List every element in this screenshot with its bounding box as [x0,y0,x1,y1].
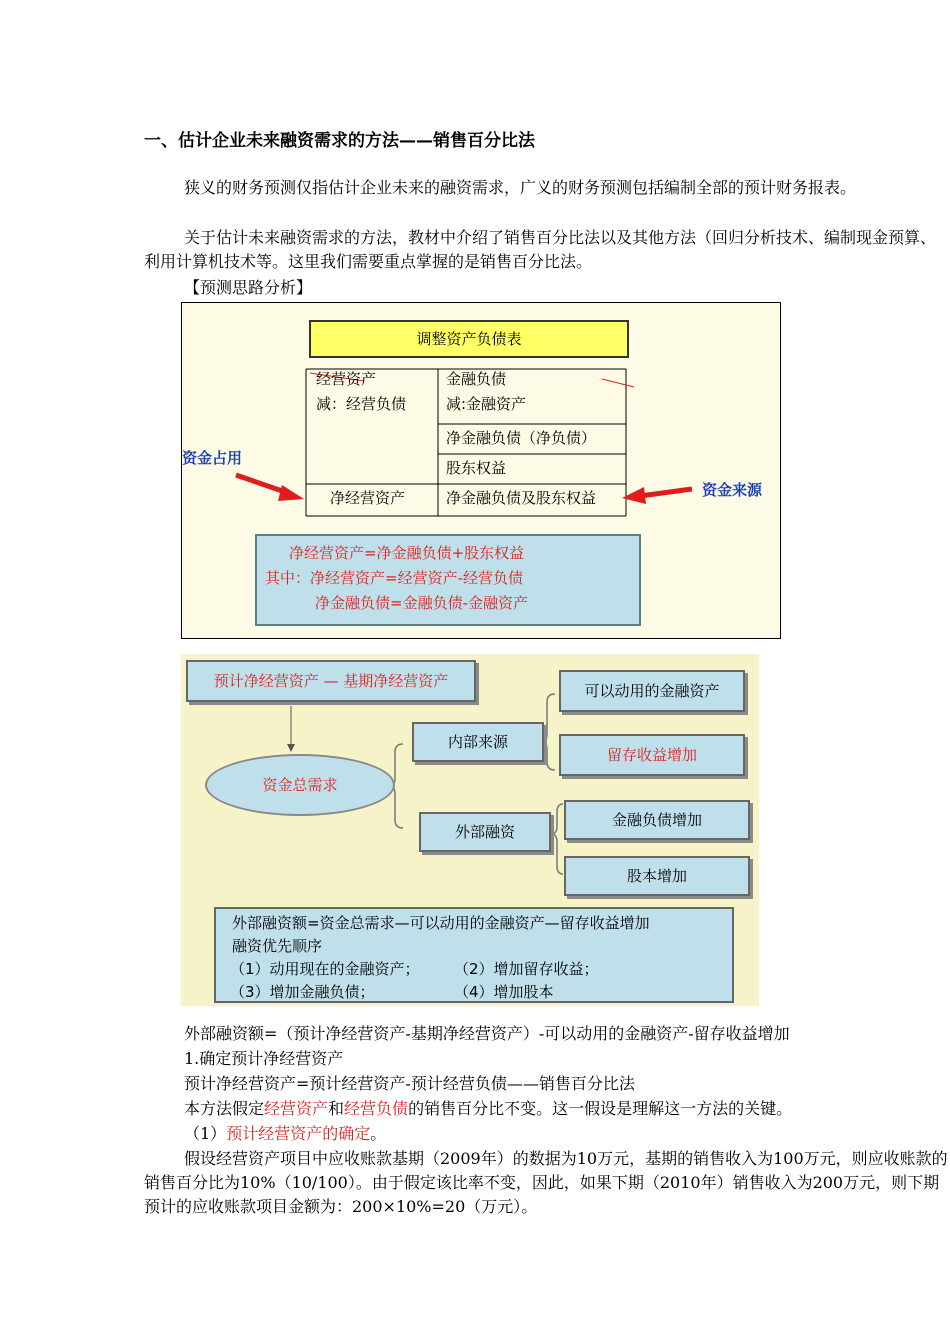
step-1-heading: 1.确定预计净经营资产 [184,1049,344,1068]
section-heading: 一、估计企业未来融资需求的方法——销售百分比法 [144,131,535,151]
formula-line-3: 净金融负债=金融负债-金融资产 [315,594,528,612]
assumption-part-c: 和 [328,1099,345,1118]
assumption-part-a: 本方法假定 [184,1099,265,1118]
priority-item-2: （2）增加留存收益； [454,960,599,978]
financing-priority-label: 融资优先顺序 [232,937,323,955]
priority-item-4: （4）增加股本 [454,983,554,1001]
subsection-1-heading [184,1122,950,1146]
formula-box [255,534,641,626]
section-label: 【预测思路分析】 [184,278,313,297]
assumption-sentence [184,1097,950,1121]
receivables-example-paragraph: 假设经营资产项目中应收账款基期（2009年）的数据为10万元，基期的销售收入为100万元，则应收账款的销售百分比为10%（10/100）。由于假定该比率不变，因此，如果下期（2010年）销售收入为200万元，则下期预计的应收账款项目金额为：200×10%=20（万元）。 [144,1149,948,1216]
subsection-1-number: （1） [184,1124,227,1143]
external-financing-box: 外部融资 [419,812,551,852]
total-funding-need-ellipse: 资金总需求 [205,754,395,816]
net-operating-assets-formula: 预计净经营资产=预计经营资产-预计经营负债——销售百分比法 [184,1074,635,1093]
formula-line-2: 其中：净经营资产=经营资产-经营负债 [265,569,523,587]
operating-liabilities-highlight: 经营负债 [344,1099,409,1118]
retained-earnings-increase-box: 留存收益增加 [559,734,745,776]
priority-item-1: （1）动用现在的金融资产； [230,960,420,978]
financial-liabilities-label: 金融负债 [446,370,507,388]
net-financial-debt-and-equity-label: 净金融负债及股东权益 [446,489,597,507]
financing-order-note [214,907,734,1003]
shareholder-equity-label: 股东权益 [446,459,507,477]
subsection-1-end: 。 [370,1124,387,1143]
external-financing-equation: 外部融资额=（预计净经营资产-基期净经营资产）-可以动用的金融资产-留存收益增加 [184,1024,790,1043]
assumption-part-e: 的销售百分比不变。这一假设是理解这一方法的关键。 [408,1099,793,1118]
paragraph-definition: 狭义的财务预测仅指估计企业未来的融资需求，广义的财务预测包括编制全部的预计财务报表。 [184,178,857,197]
funds-source-label: 资金来源 [702,481,763,499]
funds-use-label: 资金占用 [182,449,243,467]
net-operating-assets-label: 净经营资产 [330,489,406,507]
operating-assets-label: 经营资产 [316,370,377,388]
external-financing-formula: 外部融资额=资金总需求—可以动用的金融资产—留存收益增加 [232,914,650,932]
adjusted-balance-sheet-diagram [181,302,781,639]
share-capital-increase-box: 股本增加 [564,856,750,896]
less-financial-assets-label: 减:金融资产 [446,395,527,413]
internal-source-box: 内部来源 [412,722,544,762]
net-financial-debt-label: 净金融负债（净负债） [446,429,597,447]
funding-needs-diagram [181,654,759,1006]
usable-financial-assets-box: 可以动用的金融资产 [559,670,745,712]
less-operating-liabilities-label: 减：经营负债 [316,395,407,413]
financial-debt-increase-box: 金融负债增加 [564,800,750,840]
priority-item-3: （3）增加金融负债； [230,983,375,1001]
net-operating-assets-change-box: 预计净经营资产 — 基期净经营资产 [186,660,476,702]
formula-line-1: 净经营资产=净金融负债+股东权益 [289,544,525,562]
subsection-1-title: 预计经营资产的确定 [226,1124,371,1143]
diagram-title: 调整资产负债表 [309,320,629,358]
paragraph-methods: 关于估计未来融资需求的方法，教材中介绍了销售百分比法以及其他方法（回归分析技术、编制现金预算、利用计算机技术等。这里我们需要重点掌握的是销售百分比法。 [144,228,937,271]
operating-assets-highlight: 经营资产 [264,1099,329,1118]
